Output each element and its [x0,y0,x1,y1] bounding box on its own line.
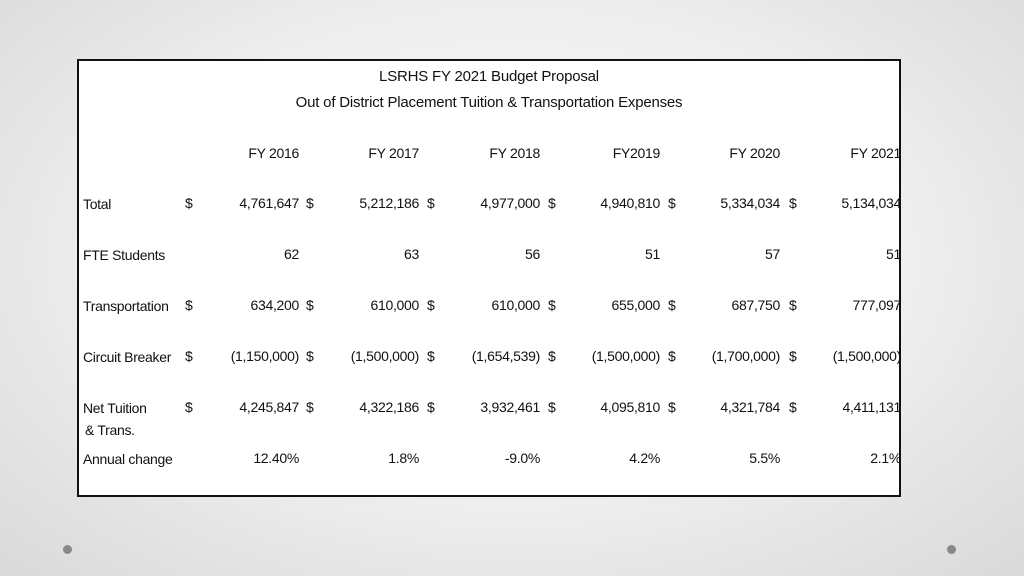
table-cell: 5,334,034 [720,195,780,211]
row-label-line: Net Tuition [83,400,147,416]
currency-symbol: $ [306,348,314,364]
row-label-line: FTE Students [83,247,165,263]
table-cell: (1,500,000) [832,348,901,364]
table-cell: 4,245,847 [239,399,299,415]
table-cell: 2.1% [870,450,901,466]
table-cell: 51 [645,246,660,262]
row-label-line: Total [83,196,112,212]
currency-symbol: $ [306,195,314,211]
table-subtitle: Out of District Placement Tuition & Transportation Expenses [295,94,683,111]
row-label [83,346,171,368]
row-label [83,244,165,266]
table-cell: 687,750 [731,297,780,313]
table-cell: 56 [525,246,540,262]
slide-nav-left-dot [63,545,72,554]
table-cell: 3,932,461 [480,399,540,415]
currency-symbol: $ [789,195,797,211]
column-header: FY 2018 [489,145,540,161]
table-cell: 610,000 [491,297,540,313]
table-cell: 4,321,784 [720,399,780,415]
row-label [83,295,169,317]
table-cell: (1,654,539) [471,348,540,364]
table-cell: 610,000 [370,297,419,313]
table-cell: -9.0% [504,450,540,466]
row-label-line: Circuit Breaker [83,349,172,365]
row-label-line: Annual change [83,451,173,467]
table-cell: (1,500,000) [350,348,419,364]
table-title: LSRHS FY 2021 Budget Proposal [379,68,599,85]
currency-symbol: $ [548,399,556,415]
column-header: FY 2020 [729,145,780,161]
currency-symbol: $ [668,195,676,211]
column-header: FY 2017 [368,145,419,161]
currency-symbol: $ [185,297,193,313]
table-cell: 51 [886,246,901,262]
currency-symbol: $ [668,297,676,313]
table-cell: 63 [404,246,419,262]
row-label-line-2: & Trans. [85,422,135,438]
currency-symbol: $ [185,399,193,415]
table-cell: 1.8% [388,450,419,466]
currency-symbol: $ [427,297,435,313]
table-cell: 4,411,131 [842,399,901,415]
column-header: FY 2021 [850,145,901,161]
column-header: FY 2016 [248,145,299,161]
table-cell: 62 [284,246,299,262]
currency-symbol: $ [789,399,797,415]
table-cell: (1,700,000) [711,348,780,364]
table-cell: (1,500,000) [591,348,660,364]
currency-symbol: $ [548,297,556,313]
table-cell: 5,212,186 [359,195,419,211]
table-cell: 4,761,647 [239,195,299,211]
currency-symbol: $ [789,297,797,313]
row-label-line: Transportation [83,298,169,314]
currency-symbol: $ [427,399,435,415]
table-cell: 634,200 [250,297,299,313]
currency-symbol: $ [789,348,797,364]
table-cell: (1,150,000) [230,348,299,364]
currency-symbol: $ [427,348,435,364]
table-cell: 12.40% [253,450,299,466]
table-cell: 5,134,034 [841,195,901,211]
row-label [83,397,147,441]
table-cell: 4,322,186 [359,399,419,415]
table-cell: 4,940,810 [600,195,660,211]
table-cell: 655,000 [611,297,660,313]
currency-symbol: $ [185,195,193,211]
budget-table-panel [77,59,901,497]
currency-symbol: $ [668,399,676,415]
table-cell: 5.5% [749,450,780,466]
currency-symbol: $ [548,195,556,211]
currency-symbol: $ [427,195,435,211]
row-label [83,193,111,215]
table-cell: 777,097 [852,297,901,313]
currency-symbol: $ [548,348,556,364]
table-cell: 4,095,810 [600,399,660,415]
currency-symbol: $ [306,297,314,313]
row-label [83,448,173,470]
table-cell: 4.2% [629,450,660,466]
currency-symbol: $ [306,399,314,415]
currency-symbol: $ [668,348,676,364]
slide-nav-right-dot [947,545,956,554]
table-cell: 4,977,000 [480,195,540,211]
column-header: FY2019 [612,145,660,161]
currency-symbol: $ [185,348,193,364]
table-cell: 57 [765,246,780,262]
